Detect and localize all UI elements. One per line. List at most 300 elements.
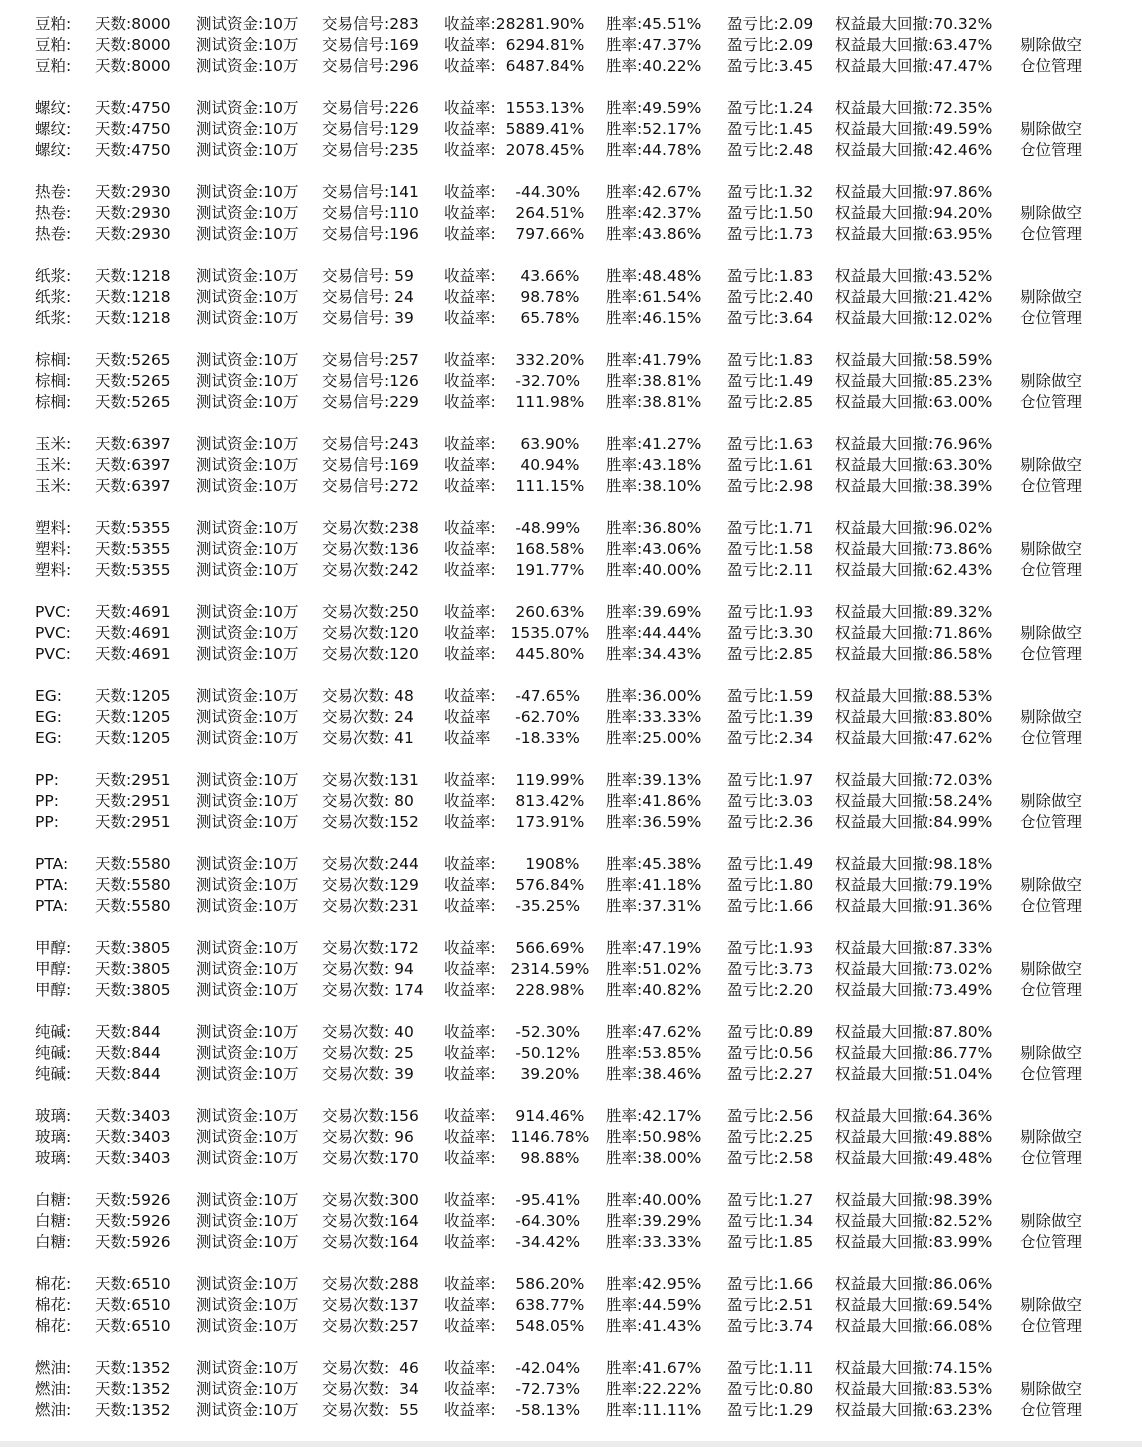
max-drawdown: 权益最大回撤:72.35% bbox=[835, 99, 993, 117]
result-row bbox=[0, 980, 1142, 1001]
result-row bbox=[0, 434, 1142, 455]
strategy-note: 剔除做空 bbox=[1020, 624, 1083, 642]
result-row bbox=[0, 1106, 1142, 1127]
test-capital-value: 测试资金:10万 bbox=[196, 960, 299, 978]
profit-loss-ratio: 盈亏比:2.48 bbox=[727, 141, 814, 159]
max-drawdown: 权益最大回撤:88.53% bbox=[835, 687, 993, 705]
win-rate: 胜率:51.02% bbox=[606, 960, 702, 978]
max-drawdown: 权益最大回撤:94.20% bbox=[835, 204, 993, 222]
profit-loss-ratio: 盈亏比:1.32 bbox=[727, 183, 814, 201]
strategy-note: 仓位管理 bbox=[1020, 645, 1083, 663]
test-capital-value: 测试资金:10万 bbox=[196, 141, 299, 159]
trade-signal-count: 交易信号:141 bbox=[322, 183, 419, 201]
test-capital-value: 测试资金:10万 bbox=[196, 1359, 299, 1377]
days-value: 天数:5580 bbox=[95, 876, 171, 894]
test-capital-value: 测试资金:10万 bbox=[196, 15, 299, 33]
trade-signal-count: 交易次数:129 bbox=[322, 876, 419, 894]
max-drawdown: 权益最大回撤:63.30% bbox=[835, 456, 993, 474]
commodity-name: PVC: bbox=[35, 624, 71, 642]
commodity-name: 纸浆: bbox=[35, 267, 72, 285]
trade-signal-count: 交易次数:152 bbox=[322, 813, 419, 831]
result-row bbox=[0, 1295, 1142, 1316]
result-row bbox=[0, 1400, 1142, 1421]
max-drawdown: 权益最大回撤:87.33% bbox=[835, 939, 993, 957]
test-capital-value: 测试资金:10万 bbox=[196, 1233, 299, 1251]
result-row bbox=[0, 1127, 1142, 1148]
return-rate: 收益率: 2314.59% bbox=[444, 960, 590, 978]
commodity-name: 甲醇: bbox=[35, 981, 72, 999]
max-drawdown: 权益最大回撤:86.06% bbox=[835, 1275, 993, 1293]
profit-loss-ratio: 盈亏比:1.45 bbox=[727, 120, 814, 138]
return-rate: 收益率: 1146.78% bbox=[444, 1128, 590, 1146]
days-value: 天数:5265 bbox=[95, 393, 171, 411]
commodity-name: EG: bbox=[35, 708, 63, 726]
return-rate: 收益率: -34.42% bbox=[444, 1233, 581, 1251]
profit-loss-ratio: 盈亏比:2.11 bbox=[727, 561, 814, 579]
test-capital-value: 测试资金:10万 bbox=[196, 393, 299, 411]
days-value: 天数:3805 bbox=[95, 939, 171, 957]
max-drawdown: 权益最大回撤:83.99% bbox=[835, 1233, 993, 1251]
test-capital-value: 测试资金:10万 bbox=[196, 687, 299, 705]
commodity-name: 白糖: bbox=[35, 1191, 72, 1209]
test-capital-value: 测试资金:10万 bbox=[196, 624, 299, 642]
profit-loss-ratio: 盈亏比:1.85 bbox=[727, 1233, 814, 1251]
strategy-note: 仓位管理 bbox=[1020, 1233, 1083, 1251]
result-row bbox=[0, 371, 1142, 392]
days-value: 天数:5355 bbox=[95, 519, 171, 537]
trade-signal-count: 交易次数: 40 bbox=[322, 1023, 414, 1041]
test-capital-value: 测试资金:10万 bbox=[196, 561, 299, 579]
return-rate: 收益率: 2078.45% bbox=[444, 141, 585, 159]
commodity-name: 燃油: bbox=[35, 1380, 72, 1398]
trade-signal-count: 交易次数: 96 bbox=[322, 1128, 414, 1146]
trade-signal-count: 交易次数: 25 bbox=[322, 1044, 414, 1062]
test-capital-value: 测试资金:10万 bbox=[196, 981, 299, 999]
max-drawdown: 权益最大回撤:49.88% bbox=[835, 1128, 993, 1146]
win-rate: 胜率:38.00% bbox=[606, 1149, 702, 1167]
profit-loss-ratio: 盈亏比:2.36 bbox=[727, 813, 814, 831]
max-drawdown: 权益最大回撤:70.32% bbox=[835, 15, 993, 33]
trade-signal-count: 交易信号:226 bbox=[322, 99, 419, 117]
strategy-note: 剔除做空 bbox=[1020, 960, 1083, 978]
result-row bbox=[0, 1064, 1142, 1085]
win-rate: 胜率:47.19% bbox=[606, 939, 702, 957]
commodity-group bbox=[0, 770, 1142, 833]
strategy-note: 剔除做空 bbox=[1020, 1380, 1083, 1398]
max-drawdown: 权益最大回撤:21.42% bbox=[835, 288, 993, 306]
win-rate: 胜率:45.38% bbox=[606, 855, 702, 873]
result-row bbox=[0, 287, 1142, 308]
trade-signal-count: 交易次数: 55 bbox=[322, 1401, 419, 1419]
max-drawdown: 权益最大回撤:62.43% bbox=[835, 561, 993, 579]
max-drawdown: 权益最大回撤:66.08% bbox=[835, 1317, 993, 1335]
strategy-note: 仓位管理 bbox=[1020, 813, 1083, 831]
result-row bbox=[0, 644, 1142, 665]
profit-loss-ratio: 盈亏比:1.83 bbox=[727, 267, 814, 285]
commodity-name: 玻璃: bbox=[35, 1149, 72, 1167]
commodity-group bbox=[0, 1106, 1142, 1169]
result-row bbox=[0, 140, 1142, 161]
commodity-name: 棕榈: bbox=[35, 351, 72, 369]
result-row bbox=[0, 854, 1142, 875]
max-drawdown: 权益最大回撤:96.02% bbox=[835, 519, 993, 537]
return-rate: 收益率: -44.30% bbox=[444, 183, 581, 201]
result-row bbox=[0, 14, 1142, 35]
return-rate: 收益率: 191.77% bbox=[444, 561, 585, 579]
profit-loss-ratio: 盈亏比:1.66 bbox=[727, 897, 814, 915]
return-rate: 收益率: -48.99% bbox=[444, 519, 581, 537]
commodity-group bbox=[0, 518, 1142, 581]
commodity-group bbox=[0, 350, 1142, 413]
return-rate: 收益率: -58.13% bbox=[444, 1401, 581, 1419]
return-rate: 收益率: 264.51% bbox=[444, 204, 585, 222]
commodity-name: EG: bbox=[35, 729, 63, 747]
profit-loss-ratio: 盈亏比:1.34 bbox=[727, 1212, 814, 1230]
strategy-note: 剔除做空 bbox=[1020, 1044, 1083, 1062]
win-rate: 胜率:52.17% bbox=[606, 120, 702, 138]
days-value: 天数:8000 bbox=[95, 15, 171, 33]
win-rate: 胜率:42.37% bbox=[606, 204, 702, 222]
commodity-name: 纸浆: bbox=[35, 288, 72, 306]
trade-signal-count: 交易信号: 24 bbox=[322, 288, 414, 306]
profit-loss-ratio: 盈亏比:2.58 bbox=[727, 1149, 814, 1167]
days-value: 天数:4750 bbox=[95, 120, 171, 138]
return-rate: 收益率: -35.25% bbox=[444, 897, 581, 915]
result-row bbox=[0, 791, 1142, 812]
profit-loss-ratio: 盈亏比:1.83 bbox=[727, 351, 814, 369]
strategy-note: 仓位管理 bbox=[1020, 57, 1083, 75]
max-drawdown: 权益最大回撤:85.23% bbox=[835, 372, 993, 390]
days-value: 天数:1218 bbox=[95, 267, 171, 285]
return-rate: 收益率: 260.63% bbox=[444, 603, 585, 621]
return-rate: 收益率: 1553.13% bbox=[444, 99, 585, 117]
commodity-name: 纸浆: bbox=[35, 309, 72, 327]
profit-loss-ratio: 盈亏比:0.56 bbox=[727, 1044, 814, 1062]
commodity-name: 螺纹: bbox=[35, 99, 72, 117]
profit-loss-ratio: 盈亏比:1.97 bbox=[727, 771, 814, 789]
test-capital-value: 测试资金:10万 bbox=[196, 1044, 299, 1062]
return-rate: 收益率: 332.20% bbox=[444, 351, 585, 369]
days-value: 天数:3403 bbox=[95, 1149, 171, 1167]
trade-signal-count: 交易次数: 34 bbox=[322, 1380, 419, 1398]
max-drawdown: 权益最大回撤:97.86% bbox=[835, 183, 993, 201]
profit-loss-ratio: 盈亏比:2.98 bbox=[727, 477, 814, 495]
commodity-group bbox=[0, 266, 1142, 329]
profit-loss-ratio: 盈亏比:3.45 bbox=[727, 57, 814, 75]
profit-loss-ratio: 盈亏比:1.49 bbox=[727, 372, 814, 390]
win-rate: 胜率:41.43% bbox=[606, 1317, 702, 1335]
profit-loss-ratio: 盈亏比:1.93 bbox=[727, 603, 814, 621]
win-rate: 胜率:44.44% bbox=[606, 624, 702, 642]
profit-loss-ratio: 盈亏比:3.03 bbox=[727, 792, 814, 810]
profit-loss-ratio: 盈亏比:3.73 bbox=[727, 960, 814, 978]
trade-signal-count: 交易次数: 24 bbox=[322, 708, 414, 726]
win-rate: 胜率:22.22% bbox=[606, 1380, 702, 1398]
strategy-note: 剔除做空 bbox=[1020, 792, 1083, 810]
strategy-note: 仓位管理 bbox=[1020, 981, 1083, 999]
test-capital-value: 测试资金:10万 bbox=[196, 1212, 299, 1230]
win-rate: 胜率:53.85% bbox=[606, 1044, 702, 1062]
trade-signal-count: 交易次数:238 bbox=[322, 519, 419, 537]
max-drawdown: 权益最大回撤:82.52% bbox=[835, 1212, 993, 1230]
result-row bbox=[0, 350, 1142, 371]
result-row bbox=[0, 728, 1142, 749]
test-capital-value: 测试资金:10万 bbox=[196, 708, 299, 726]
commodity-name: PVC: bbox=[35, 645, 71, 663]
test-capital-value: 测试资金:10万 bbox=[196, 645, 299, 663]
max-drawdown: 权益最大回撤:83.80% bbox=[835, 708, 993, 726]
bottom-scroll-area[interactable] bbox=[0, 1441, 1142, 1447]
strategy-note: 仓位管理 bbox=[1020, 477, 1083, 495]
result-row bbox=[0, 896, 1142, 917]
profit-loss-ratio: 盈亏比:3.74 bbox=[727, 1317, 814, 1335]
days-value: 天数:8000 bbox=[95, 36, 171, 54]
commodity-group bbox=[0, 434, 1142, 497]
profit-loss-ratio: 盈亏比:1.59 bbox=[727, 687, 814, 705]
max-drawdown: 权益最大回撤:98.18% bbox=[835, 855, 993, 873]
result-row bbox=[0, 518, 1142, 539]
max-drawdown: 权益最大回撤:72.03% bbox=[835, 771, 993, 789]
result-row bbox=[0, 539, 1142, 560]
profit-loss-ratio: 盈亏比:2.85 bbox=[727, 393, 814, 411]
profit-loss-ratio: 盈亏比:2.85 bbox=[727, 645, 814, 663]
profit-loss-ratio: 盈亏比:0.89 bbox=[727, 1023, 814, 1041]
test-capital-value: 测试资金:10万 bbox=[196, 477, 299, 495]
return-rate: 收益率: -32.70% bbox=[444, 372, 581, 390]
trade-signal-count: 交易信号: 59 bbox=[322, 267, 414, 285]
strategy-note: 仓位管理 bbox=[1020, 1065, 1083, 1083]
return-rate: 收益率: 797.66% bbox=[444, 225, 585, 243]
win-rate: 胜率:38.81% bbox=[606, 372, 702, 390]
trade-signal-count: 交易次数:250 bbox=[322, 603, 419, 621]
win-rate: 胜率:36.59% bbox=[606, 813, 702, 831]
win-rate: 胜率:39.13% bbox=[606, 771, 702, 789]
profit-loss-ratio: 盈亏比:3.64 bbox=[727, 309, 814, 327]
commodity-name: 纯碱: bbox=[35, 1065, 72, 1083]
commodity-name: 纯碱: bbox=[35, 1023, 72, 1041]
trade-signal-count: 交易信号:296 bbox=[322, 57, 419, 75]
trade-signal-count: 交易次数:156 bbox=[322, 1107, 419, 1125]
test-capital-value: 测试资金:10万 bbox=[196, 1401, 299, 1419]
commodity-group bbox=[0, 854, 1142, 917]
return-rate: 收益率: 65.78% bbox=[444, 309, 580, 327]
win-rate: 胜率:43.86% bbox=[606, 225, 702, 243]
commodity-name: 豆粕: bbox=[35, 15, 72, 33]
profit-loss-ratio: 盈亏比:1.61 bbox=[727, 456, 814, 474]
test-capital-value: 测试资金:10万 bbox=[196, 204, 299, 222]
test-capital-value: 测试资金:10万 bbox=[196, 456, 299, 474]
result-row bbox=[0, 119, 1142, 140]
win-rate: 胜率:33.33% bbox=[606, 708, 702, 726]
commodity-name: EG: bbox=[35, 687, 63, 705]
return-rate: 收益率:28281.90% bbox=[444, 15, 585, 33]
win-rate: 胜率:47.37% bbox=[606, 36, 702, 54]
max-drawdown: 权益最大回撤:51.04% bbox=[835, 1065, 993, 1083]
win-rate: 胜率:38.81% bbox=[606, 393, 702, 411]
return-rate: 收益率: -47.65% bbox=[444, 687, 581, 705]
max-drawdown: 权益最大回撤:42.46% bbox=[835, 141, 993, 159]
test-capital-value: 测试资金:10万 bbox=[196, 1128, 299, 1146]
strategy-note: 剔除做空 bbox=[1020, 120, 1083, 138]
days-value: 天数:6397 bbox=[95, 477, 171, 495]
profit-loss-ratio: 盈亏比:2.09 bbox=[727, 36, 814, 54]
return-rate: 收益率: 43.66% bbox=[444, 267, 580, 285]
test-capital-value: 测试资金:10万 bbox=[196, 540, 299, 558]
win-rate: 胜率:41.86% bbox=[606, 792, 702, 810]
return-rate: 收益率: 586.20% bbox=[444, 1275, 585, 1293]
max-drawdown: 权益最大回撤:86.77% bbox=[835, 1044, 993, 1062]
trade-signal-count: 交易信号:110 bbox=[322, 204, 419, 222]
commodity-name: 棉花: bbox=[35, 1296, 72, 1314]
win-rate: 胜率:49.59% bbox=[606, 99, 702, 117]
days-value: 天数:8000 bbox=[95, 57, 171, 75]
result-row bbox=[0, 266, 1142, 287]
win-rate: 胜率:44.59% bbox=[606, 1296, 702, 1314]
win-rate: 胜率:41.79% bbox=[606, 351, 702, 369]
profit-loss-ratio: 盈亏比:1.63 bbox=[727, 435, 814, 453]
win-rate: 胜率:38.46% bbox=[606, 1065, 702, 1083]
trade-signal-count: 交易信号:229 bbox=[322, 393, 419, 411]
max-drawdown: 权益最大回撤:63.23% bbox=[835, 1401, 993, 1419]
days-value: 天数:3805 bbox=[95, 981, 171, 999]
test-capital-value: 测试资金:10万 bbox=[196, 771, 299, 789]
win-rate: 胜率:40.00% bbox=[606, 1191, 702, 1209]
commodity-name: 玉米: bbox=[35, 435, 72, 453]
profit-loss-ratio: 盈亏比:3.30 bbox=[727, 624, 814, 642]
result-row bbox=[0, 938, 1142, 959]
test-capital-value: 测试资金:10万 bbox=[196, 120, 299, 138]
commodity-name: 棉花: bbox=[35, 1275, 72, 1293]
commodity-group bbox=[0, 686, 1142, 749]
test-capital-value: 测试资金:10万 bbox=[196, 1317, 299, 1335]
win-rate: 胜率:39.29% bbox=[606, 1212, 702, 1230]
strategy-note: 仓位管理 bbox=[1020, 561, 1083, 579]
days-value: 天数:1352 bbox=[95, 1401, 171, 1419]
commodity-name: 热卷: bbox=[35, 183, 72, 201]
trade-signal-count: 交易信号:257 bbox=[322, 351, 419, 369]
commodity-name: 塑料: bbox=[35, 519, 72, 537]
result-row bbox=[0, 392, 1142, 413]
commodity-group bbox=[0, 1190, 1142, 1253]
profit-loss-ratio: 盈亏比:1.50 bbox=[727, 204, 814, 222]
profit-loss-ratio: 盈亏比:1.39 bbox=[727, 708, 814, 726]
max-drawdown: 权益最大回撤:64.36% bbox=[835, 1107, 993, 1125]
max-drawdown: 权益最大回撤:73.02% bbox=[835, 960, 993, 978]
return-rate: 收益率: -42.04% bbox=[444, 1359, 581, 1377]
days-value: 天数:2930 bbox=[95, 183, 171, 201]
return-rate: 收益率: -50.12% bbox=[444, 1044, 581, 1062]
profit-loss-ratio: 盈亏比:1.11 bbox=[727, 1359, 814, 1377]
strategy-note: 剔除做空 bbox=[1020, 456, 1083, 474]
win-rate: 胜率:41.27% bbox=[606, 435, 702, 453]
days-value: 天数:2951 bbox=[95, 792, 171, 810]
days-value: 天数:1205 bbox=[95, 687, 171, 705]
test-capital-value: 测试资金:10万 bbox=[196, 1065, 299, 1083]
max-drawdown: 权益最大回撤:69.54% bbox=[835, 1296, 993, 1314]
return-rate: 收益率: -64.30% bbox=[444, 1212, 581, 1230]
commodity-group bbox=[0, 14, 1142, 77]
trade-signal-count: 交易次数:164 bbox=[322, 1212, 419, 1230]
return-rate: 收益率: 566.69% bbox=[444, 939, 585, 957]
win-rate: 胜率:43.06% bbox=[606, 540, 702, 558]
max-drawdown: 权益最大回撤:63.00% bbox=[835, 393, 993, 411]
commodity-name: PP: bbox=[35, 771, 59, 789]
max-drawdown: 权益最大回撤:86.58% bbox=[835, 645, 993, 663]
test-capital-value: 测试资金:10万 bbox=[196, 729, 299, 747]
test-capital-value: 测试资金:10万 bbox=[196, 876, 299, 894]
profit-loss-ratio: 盈亏比:2.09 bbox=[727, 15, 814, 33]
strategy-note: 剔除做空 bbox=[1020, 540, 1083, 558]
return-rate: 收益率: 1908% bbox=[444, 855, 580, 873]
result-row bbox=[0, 959, 1142, 980]
profit-loss-ratio: 盈亏比:1.27 bbox=[727, 1191, 814, 1209]
return-rate: 收益率: 63.90% bbox=[444, 435, 580, 453]
trade-signal-count: 交易次数: 41 bbox=[322, 729, 414, 747]
trade-signal-count: 交易次数:120 bbox=[322, 624, 419, 642]
win-rate: 胜率:41.18% bbox=[606, 876, 702, 894]
strategy-note: 仓位管理 bbox=[1020, 309, 1083, 327]
strategy-note: 仓位管理 bbox=[1020, 1401, 1083, 1419]
result-row bbox=[0, 560, 1142, 581]
test-capital-value: 测试资金:10万 bbox=[196, 897, 299, 915]
result-row bbox=[0, 770, 1142, 791]
return-rate: 收益率: 111.98% bbox=[444, 393, 585, 411]
trade-signal-count: 交易次数: 94 bbox=[322, 960, 414, 978]
commodity-group bbox=[0, 182, 1142, 245]
strategy-note: 仓位管理 bbox=[1020, 141, 1083, 159]
return-rate: 收益率 -62.70% bbox=[444, 708, 580, 726]
days-value: 天数:5926 bbox=[95, 1233, 171, 1251]
days-value: 天数:1218 bbox=[95, 309, 171, 327]
days-value: 天数:2930 bbox=[95, 204, 171, 222]
test-capital-value: 测试资金:10万 bbox=[196, 1296, 299, 1314]
win-rate: 胜率:42.17% bbox=[606, 1107, 702, 1125]
commodity-name: 甲醇: bbox=[35, 939, 72, 957]
test-capital-value: 测试资金:10万 bbox=[196, 351, 299, 369]
strategy-note: 仓位管理 bbox=[1020, 225, 1083, 243]
return-rate: 收益率: 6294.81% bbox=[444, 36, 585, 54]
commodity-name: 螺纹: bbox=[35, 120, 72, 138]
commodity-name: PTA: bbox=[35, 897, 69, 915]
win-rate: 胜率:25.00% bbox=[606, 729, 702, 747]
max-drawdown: 权益最大回撤:38.39% bbox=[835, 477, 993, 495]
commodity-name: PVC: bbox=[35, 603, 71, 621]
test-capital-value: 测试资金:10万 bbox=[196, 183, 299, 201]
trade-signal-count: 交易次数: 80 bbox=[322, 792, 414, 810]
days-value: 天数:4750 bbox=[95, 141, 171, 159]
max-drawdown: 权益最大回撤:47.62% bbox=[835, 729, 993, 747]
days-value: 天数:1352 bbox=[95, 1359, 171, 1377]
win-rate: 胜率:40.22% bbox=[606, 57, 702, 75]
trade-signal-count: 交易次数:288 bbox=[322, 1275, 419, 1293]
commodity-group bbox=[0, 1358, 1142, 1421]
commodity-name: 燃油: bbox=[35, 1401, 72, 1419]
win-rate: 胜率:47.62% bbox=[606, 1023, 702, 1041]
result-row bbox=[0, 1148, 1142, 1169]
result-row bbox=[0, 35, 1142, 56]
test-capital-value: 测试资金:10万 bbox=[196, 603, 299, 621]
trade-signal-count: 交易信号:196 bbox=[322, 225, 419, 243]
return-rate: 收益率: 813.42% bbox=[444, 792, 585, 810]
max-drawdown: 权益最大回撤:58.24% bbox=[835, 792, 993, 810]
days-value: 天数:844 bbox=[95, 1023, 161, 1041]
win-rate: 胜率:43.18% bbox=[606, 456, 702, 474]
result-row bbox=[0, 686, 1142, 707]
result-row bbox=[0, 602, 1142, 623]
max-drawdown: 权益最大回撤:89.32% bbox=[835, 603, 993, 621]
win-rate: 胜率:42.67% bbox=[606, 183, 702, 201]
profit-loss-ratio: 盈亏比:2.34 bbox=[727, 729, 814, 747]
